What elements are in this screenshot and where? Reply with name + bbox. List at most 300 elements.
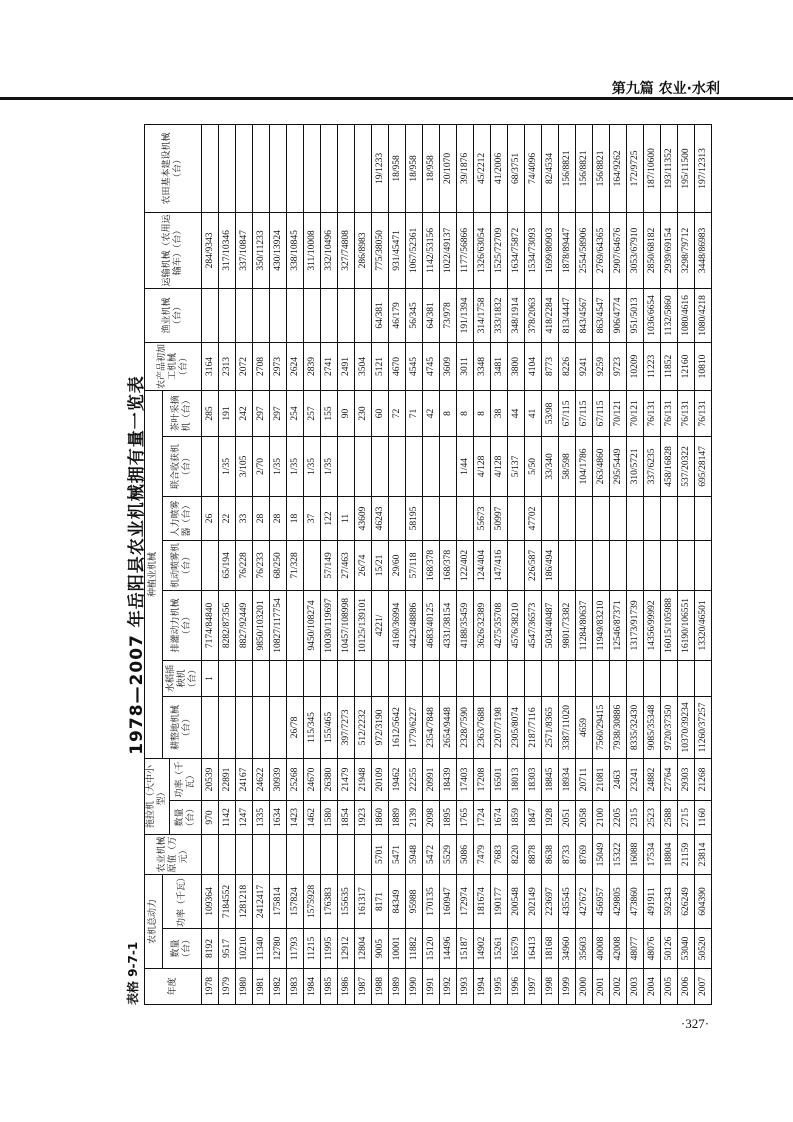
cell-transport: 350/11233 [253,212,270,288]
rotated-table-container [122,125,708,1005]
cell-power: 2412417 [253,874,270,928]
cell-power: 592343 [661,874,678,928]
header-processing: 农产品初加工机械（台） [145,342,202,390]
cell-year: 1990 [406,969,423,1005]
cell-year: 1981 [253,969,270,1005]
cell-value: 15049 [593,834,610,874]
cell-fish [202,288,219,342]
cell-farm [253,124,270,212]
header-tractor-count: 数量（台） [170,800,202,834]
header-tractor-group: 拖拉机（大中小型） [145,758,170,834]
cell-t_power: 20539 [202,758,219,800]
cell-farm: 172/9725 [627,124,644,212]
cell-proc: 3348 [474,342,491,390]
cell-value: 5948 [406,834,423,874]
cell-manual: 58195 [406,496,423,540]
cell-transplant [678,660,695,696]
header-motor-sprayer: 机动喷雾机（台） [163,540,202,590]
cell-proc: 3609 [440,342,457,390]
cell-count: 14902 [474,929,491,969]
cell-transplant: 1 [202,660,219,696]
cell-proc: 4670 [389,342,406,390]
cell-harvester: 310/5721 [627,436,644,496]
cell-tillage: 3387/11020 [559,696,576,758]
header-power-group: 农机总动力 [145,874,163,968]
cell-tillage [236,696,253,758]
cell-t_power: 24167 [236,758,253,800]
header-power: 功率（千瓦） [163,874,202,928]
cell-transport: 1022/49137 [440,212,457,288]
cell-value: 8220 [508,834,525,874]
cell-farm [219,124,236,212]
cell-transplant [525,660,542,696]
cell-tea: 8 [440,390,457,436]
cell-power: 491911 [644,874,661,928]
cell-power: 161317 [355,874,372,928]
cell-proc: 8226 [559,342,576,390]
cell-proc: 2072 [236,342,253,390]
cell-manual: 33 [236,496,253,540]
cell-transport: 1177/56866 [457,212,474,288]
cell-harvester: 4/128 [491,436,508,496]
cell-fish: 64/381 [423,288,440,342]
header-farmland: 农田基本建设机械（台） [145,124,202,212]
cell-power: 190177 [491,874,508,928]
cell-t_power: 22255 [406,758,423,800]
cell-proc: 4745 [423,342,440,390]
cell-year: 1984 [304,969,321,1005]
cell-tillage: 9720/37350 [661,696,678,758]
cell-motor: 186/494 [542,540,559,590]
cell-farm: 187/10600 [644,124,661,212]
cell-manual: 37 [304,496,321,540]
cell-proc: 5121 [372,342,389,390]
cell-t_power: 16501 [491,758,508,800]
cell-farm: 18/958 [406,124,423,212]
cell-harvester: 1/44 [457,436,474,496]
cell-proc: 4104 [525,342,542,390]
table-row [287,124,304,1004]
cell-t_power: 25268 [287,758,304,800]
cell-count: 14496 [440,929,457,969]
cell-fish: 64/381 [372,288,389,342]
cell-tea: 254 [287,390,304,436]
cell-transport: 931/45471 [389,212,406,288]
cell-power: 456957 [593,874,610,928]
cell-harvester [440,436,457,496]
cell-power: 175814 [270,874,287,928]
cell-year: 2001 [593,969,610,1005]
cell-value: 5701 [372,834,389,874]
cell-manual: 26 [202,496,219,540]
cell-motor: 57/149 [321,540,338,590]
cell-power: 84349 [389,874,406,928]
cell-harvester: 3/105 [236,436,253,496]
cell-tillage: 10370/39234 [678,696,695,758]
cell-year: 2007 [695,969,712,1005]
cell-t_power: 26380 [321,758,338,800]
cell-harvester [202,436,219,496]
cell-motor [627,540,644,590]
cell-tea: 285 [202,390,219,436]
cell-drain: 4423/48886 [406,590,423,660]
cell-power: 435545 [559,874,576,928]
cell-motor [644,540,661,590]
cell-harvester [423,436,440,496]
cell-harvester: 695/28147 [695,436,712,496]
header-value: 农业机械原值（万元） [145,834,202,874]
cell-year: 1987 [355,969,372,1005]
cell-drain: 4576/38210 [508,590,525,660]
cell-fish: 1080/4218 [695,288,712,342]
cell-motor: 124/404 [474,540,491,590]
cell-t_power: 24882 [644,758,661,800]
cell-year: 2002 [610,969,627,1005]
cell-motor: 226/587 [525,540,542,590]
table-row [355,124,372,1004]
cell-year: 1998 [542,969,559,1005]
cell-value [355,834,372,874]
cell-fish: 378/2063 [525,288,542,342]
cell-year: 1988 [372,969,389,1005]
cell-manual: 47702 [525,496,542,540]
cell-motor: 57/118 [406,540,423,590]
cell-fish: 1036/6654 [644,288,661,342]
cell-harvester [406,436,423,496]
cell-year: 1985 [321,969,338,1005]
cell-motor [202,540,219,590]
cell-power: 1281218 [236,874,253,928]
cell-motor: 168/378 [423,540,440,590]
cell-value: 8769 [576,834,593,874]
cell-harvester [338,436,355,496]
cell-manual: 28 [253,496,270,540]
cell-year: 1978 [202,969,219,1005]
cell-t_power: 20711 [576,758,593,800]
cell-transplant [338,660,355,696]
cell-year: 1999 [559,969,576,1005]
cell-manual [440,496,457,540]
cell-t_count: 2588 [661,800,678,834]
header-tillage: 耕整地机械（台） [163,696,202,758]
cell-farm: 18/958 [423,124,440,212]
table-label: 表格 9-7-1 [126,941,140,1005]
cell-tillage: 397/7273 [338,696,355,758]
cell-farm [236,124,253,212]
cell-value: 5472 [423,834,440,874]
cell-motor [661,540,678,590]
cell-drain: 16015/105988 [661,590,678,660]
cell-tea: 76/131 [695,390,712,436]
cell-transplant [627,660,644,696]
cell-manual: 18 [287,496,304,540]
table-row [525,124,542,1004]
cell-farm [355,124,372,212]
cell-count: 11882 [406,929,423,969]
cell-t_count: 1423 [287,800,304,834]
cell-farm: 18/958 [389,124,406,212]
cell-fish: 314/1758 [474,288,491,342]
cell-year: 1979 [219,969,236,1005]
cell-motor [678,540,695,590]
table-row [338,124,355,1004]
cell-value [338,834,355,874]
cell-transport: 284/9343 [202,212,219,288]
cell-value [321,834,338,874]
header-transport: 运输机械（农用运输车）（台） [145,212,202,288]
cell-tillage: 2187/7116 [525,696,542,758]
cell-motor: 122/402 [457,540,474,590]
header-rule [0,97,793,100]
cell-value: 5529 [440,834,457,874]
cell-manual: 46243 [372,496,389,540]
cell-manual [678,496,695,540]
cell-transport: 1634/75872 [508,212,525,288]
cell-proc: 10209 [627,342,644,390]
cell-fish [270,288,287,342]
cell-fish: 73/978 [440,288,457,342]
cell-power: 157824 [287,874,304,928]
cell-tillage: 155/465 [321,696,338,758]
cell-drain: 10125/139101 [355,590,372,660]
cell-manual [576,496,593,540]
cell-count: 16579 [508,929,525,969]
section-header: 第九篇 农业·水利 [611,81,720,97]
cell-drain: 11949/83210 [593,590,610,660]
cell-power: 1575928 [304,874,321,928]
cell-harvester: 1/35 [304,436,321,496]
cell-proc: 4545 [406,342,423,390]
table-row [559,124,576,1004]
cell-t_count: 1142 [219,800,236,834]
cell-farm: 156/8821 [593,124,610,212]
cell-fish [355,288,372,342]
cell-fish [236,288,253,342]
cell-t_power: 18934 [559,758,576,800]
cell-harvester: 537/20322 [678,436,695,496]
cell-t_power: 17208 [474,758,491,800]
cell-t_count: 1889 [389,800,406,834]
cell-t_power: 21081 [593,758,610,800]
cell-power: 626249 [678,874,695,928]
cell-proc: 3504 [355,342,372,390]
cell-farm [321,124,338,212]
cell-year: 1996 [508,969,525,1005]
cell-value: 18804 [661,834,678,874]
cell-t_count: 1462 [304,800,321,834]
cell-farm: 39/1876 [457,124,474,212]
cell-tillage: 2571/8365 [542,696,559,758]
cell-count: 15187 [457,929,474,969]
table-row [372,124,389,1004]
cell-tillage: 7560/29415 [593,696,610,758]
cell-motor [559,540,576,590]
cell-count: 18168 [542,929,559,969]
cell-t_count: 1923 [355,800,372,834]
table-row [508,124,525,1004]
cell-t_count: 2098 [423,800,440,834]
cell-t_count: 1634 [270,800,287,834]
table-row [423,124,440,1004]
cell-count: 53040 [678,929,695,969]
cell-drain: 16190/106551 [678,590,695,660]
cell-fish: 333/1832 [491,288,508,342]
cell-power: 8171 [372,874,389,928]
cell-drain: 9850/103201 [253,590,270,660]
cell-manual: 55673 [474,496,491,540]
header-tea-picker: 茶叶采摘机（台） [163,390,202,436]
cell-t_power: 18303 [525,758,542,800]
cell-farm [270,124,287,212]
table-row [576,124,593,1004]
cell-value: 5086 [457,834,474,874]
cell-power: 202149 [525,874,542,928]
cell-power: 170135 [423,874,440,928]
cell-harvester: 104/1786 [576,436,593,496]
cell-farm: 195/11500 [678,124,695,212]
cell-value: 8638 [542,834,559,874]
cell-count: 48076 [644,929,661,969]
table-row [627,124,644,1004]
cell-count: 50126 [661,929,678,969]
cell-tea: 72 [389,390,406,436]
cell-power: 200548 [508,874,525,928]
header-year: 年度 [145,969,202,1005]
cell-transplant [236,660,253,696]
cell-harvester: 263/4860 [593,436,610,496]
cell-tillage: 7938/30886 [610,696,627,758]
cell-year: 2003 [627,969,644,1005]
cell-harvester: 58/598 [559,436,576,496]
cell-year: 1982 [270,969,287,1005]
cell-count: 9517 [219,929,236,969]
cell-count: 12804 [355,929,372,969]
cell-transport: 1878/89447 [559,212,576,288]
cell-manual: 22 [219,496,236,540]
cell-motor: 147/416 [491,540,508,590]
table-row [304,124,321,1004]
cell-motor: 29/60 [389,540,406,590]
cell-drain: 5034/40487 [542,590,559,660]
cell-transport: 2769/64365 [593,212,610,288]
cell-t_power: 21948 [355,758,372,800]
cell-tillage [270,696,287,758]
cell-year: 2000 [576,969,593,1005]
cell-transport: 1534/73093 [525,212,542,288]
cell-motor: 65/194 [219,540,236,590]
cell-value [253,834,270,874]
cell-motor [576,540,593,590]
cell-transplant [219,660,236,696]
cell-year: 1994 [474,969,491,1005]
cell-t_count: 2315 [627,800,644,834]
cell-year: 1993 [457,969,474,1005]
cell-t_count: 2523 [644,800,661,834]
cell-drain: 7174/84840 [202,590,219,660]
cell-count: 15120 [423,929,440,969]
cell-manual [627,496,644,540]
table-row [491,124,508,1004]
cell-transplant [474,660,491,696]
cell-proc: 2708 [253,342,270,390]
header-harvester: 联合收获机（台） [163,436,202,496]
cell-t_power: 18439 [440,758,457,800]
cell-drain: 11284/80637 [576,590,593,660]
cell-power: 95988 [406,874,423,928]
cell-motor [304,540,321,590]
cell-t_count: 1724 [474,800,491,834]
cell-harvester: 33/340 [542,436,559,496]
cell-fish: 418/2284 [542,288,559,342]
cell-proc: 11852 [661,342,678,390]
cell-fish: 863/4547 [593,288,610,342]
cell-drain: 3626/32389 [474,590,491,660]
cell-transplant [287,660,304,696]
cell-year: 1986 [338,969,355,1005]
cell-proc: 8773 [542,342,559,390]
cell-manual [542,496,559,540]
cell-t_power: 27764 [661,758,678,800]
cell-tillage: 8335/32430 [627,696,644,758]
cell-tea: 76/131 [644,390,661,436]
cell-t_power: 30939 [270,758,287,800]
cell-manual [457,496,474,540]
cell-drain: 4188/35459 [457,590,474,660]
cell-transport: 337/10847 [236,212,253,288]
cell-value: 7479 [474,834,491,874]
table-row [593,124,610,1004]
cell-harvester: 1/35 [321,436,338,496]
cell-t_count: 1860 [372,800,389,834]
cell-t_power: 21479 [338,758,355,800]
cell-harvester: 5/137 [508,436,525,496]
cell-tillage: 2654/9448 [440,696,457,758]
cell-tea: 242 [236,390,253,436]
cell-fish: 46/179 [389,288,406,342]
cell-year: 1991 [423,969,440,1005]
cell-farm: 45/2212 [474,124,491,212]
cell-proc: 2491 [338,342,355,390]
cell-harvester: 2/70 [253,436,270,496]
cell-harvester: 295/5449 [610,436,627,496]
cell-transport: 430/13924 [270,212,287,288]
cell-tillage [253,696,270,758]
cell-transport: 327/74808 [338,212,355,288]
cell-power: 223697 [542,874,559,928]
cell-harvester: 4/128 [474,436,491,496]
cell-t_power: 20991 [423,758,440,800]
table-title: 1978—2007 年岳阳县农业机械拥有量一览表 [127,375,147,755]
cell-transport: 338/10845 [287,212,304,288]
cell-transplant [661,660,678,696]
cell-transport: 332/10496 [321,212,338,288]
cell-tea: 53/98 [542,390,559,436]
cell-fish [304,288,321,342]
cell-motor: 26/74 [355,540,372,590]
cell-manual: 43609 [355,496,372,540]
cell-tillage: 2207/7198 [491,696,508,758]
cell-value: 7683 [491,834,508,874]
cell-transplant [270,660,287,696]
cell-transport: 3053/67910 [627,212,644,288]
cell-transport: 1525/72709 [491,212,508,288]
cell-proc: 2313 [219,342,236,390]
cell-manual: 28 [270,496,287,540]
cell-harvester: 1/35 [219,436,236,496]
cell-tillage: 1779/6227 [406,696,423,758]
cell-tea: 297 [270,390,287,436]
cell-power: 429805 [610,874,627,928]
